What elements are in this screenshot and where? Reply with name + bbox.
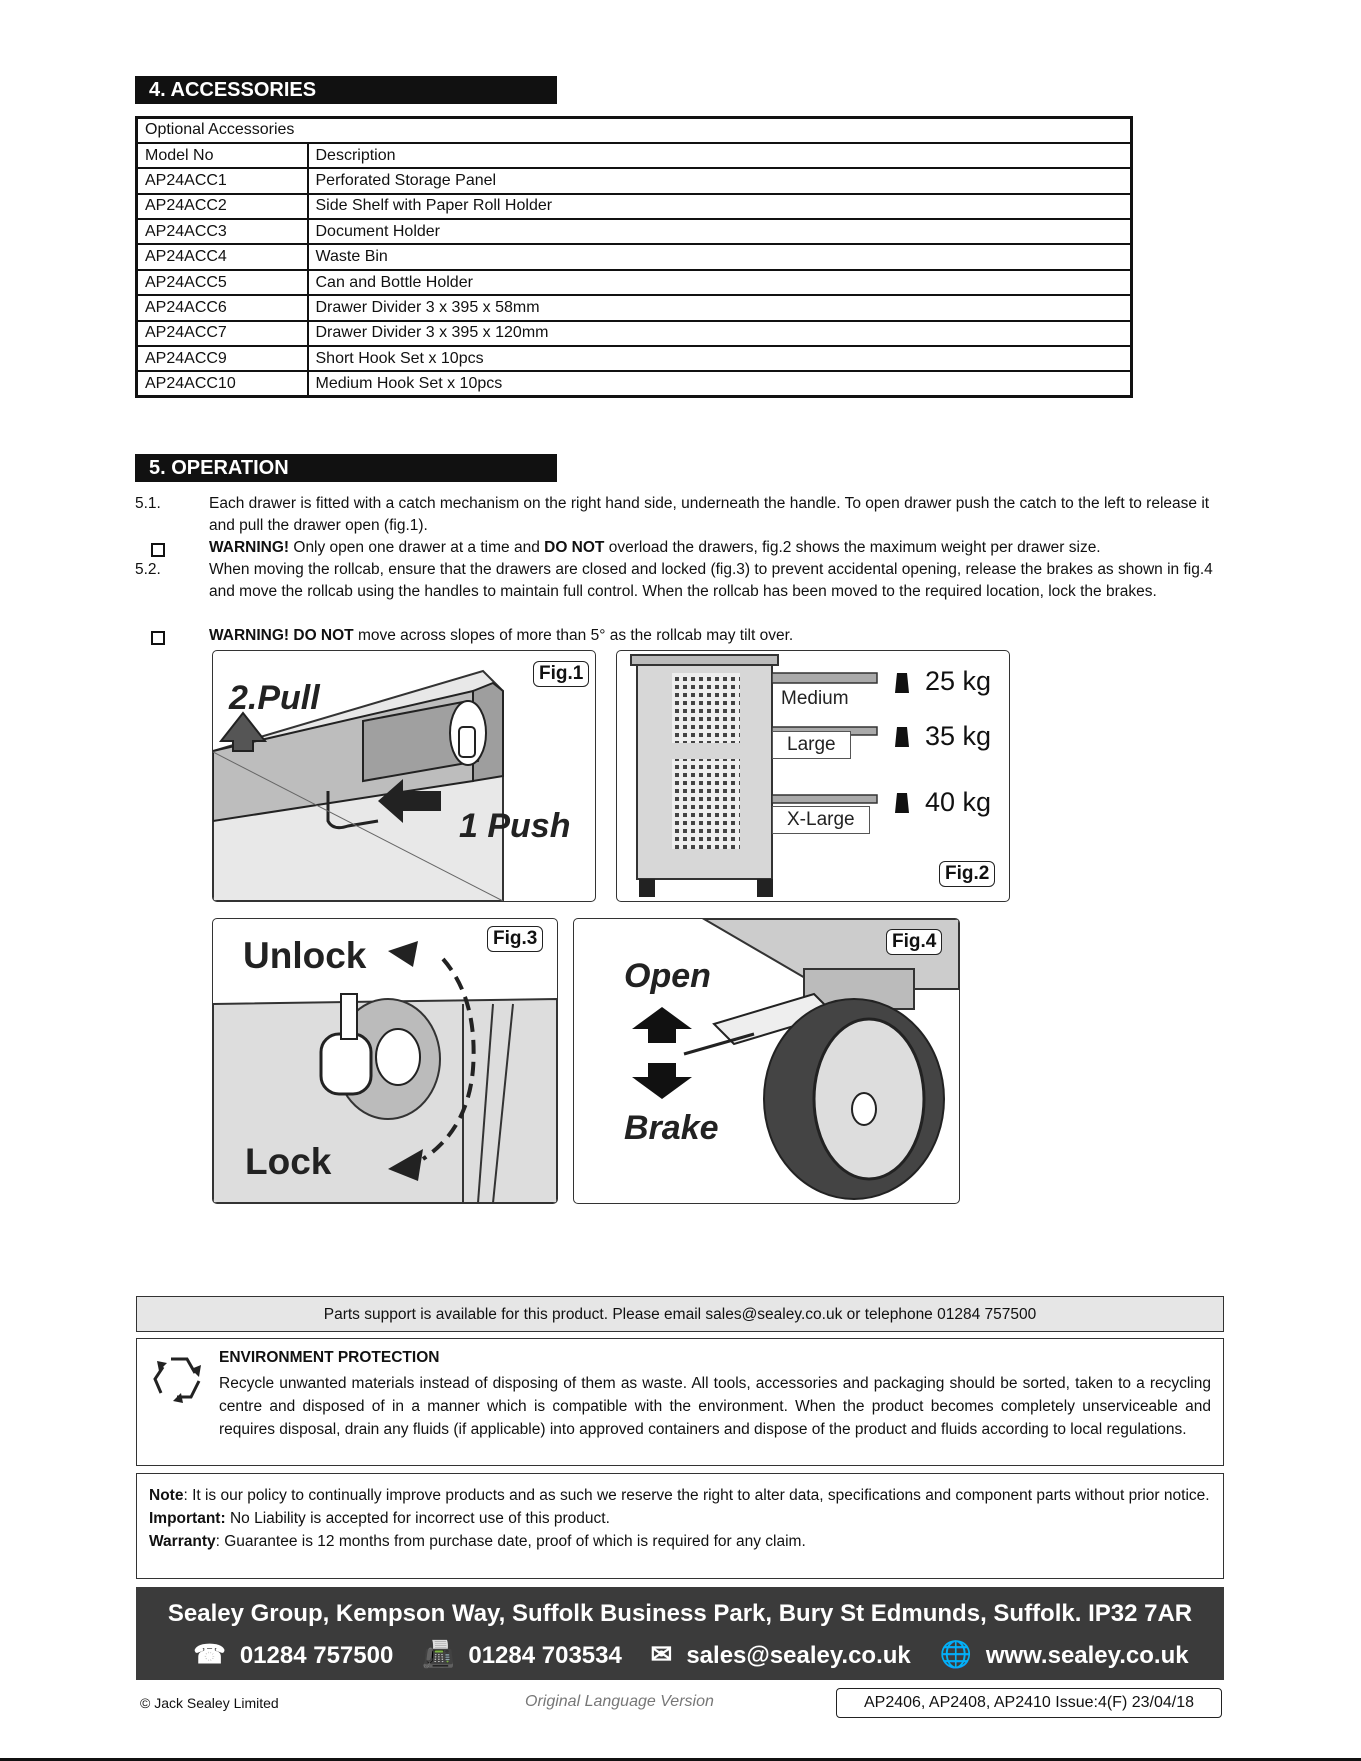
description-cell: Can and Bottle Holder: [308, 270, 1132, 295]
globe-icon: 🌐: [939, 1639, 972, 1669]
model-cell: AP24ACC7: [137, 321, 308, 346]
accessories-table: [135, 116, 1133, 398]
table-row: [137, 244, 1132, 269]
warning-emphasis: DO NOT: [544, 539, 605, 556]
website-link[interactable]: www.sealey.co.uk: [985, 1642, 1189, 1669]
model-cell: AP24ACC1: [137, 168, 308, 193]
paragraph-5-2: [135, 559, 1215, 625]
checkbox-bullet-icon: [151, 543, 165, 557]
description-cell: Drawer Divider 3 x 395 x 120mm: [308, 321, 1132, 346]
warning-label: WARNING! DO NOT: [209, 627, 354, 644]
note-label: Note: [149, 1487, 184, 1504]
recycle-icon: [147, 1349, 211, 1413]
section-5-heading: 5. OPERATION: [135, 454, 557, 482]
warning-text: move across slopes of more than 5° as the rollcab may tilt over.: [353, 627, 794, 644]
important-label: Important:: [149, 1510, 226, 1527]
fax-number: 01284 703534: [468, 1642, 622, 1669]
drawer-label-large: Large: [772, 731, 851, 759]
drawer-label-xlarge: X-Large: [772, 806, 870, 834]
important-text: No Liability is accepted for incorrect use of this product.: [225, 1510, 610, 1527]
paragraph-text: When moving the rollcab, ensure that the drawers are closed and locked (fig.3) to prevent accidental opening, release the brakes as shown in fig.4 and move the rollcab using the handles to maintain full control. When the rollcab has been moved to the required location, lock the brakes.: [209, 561, 1213, 600]
section-4-heading: 4. ACCESSORIES: [135, 76, 557, 104]
phone-number: 01284 757500: [239, 1642, 394, 1669]
table-row: [137, 194, 1132, 219]
environment-protection-box: [136, 1338, 1224, 1466]
unlock-label: Unlock: [243, 935, 367, 976]
model-cell: AP24ACC2: [137, 194, 308, 219]
table-row: [137, 371, 1132, 396]
lock-label: Lock: [245, 1141, 332, 1182]
table-row: [137, 270, 1132, 295]
figure-2-drawer-weights: [616, 650, 1010, 902]
company-address: Sealey Group, Kempson Way, Suffolk Business Park, Bury St Edmunds, Suffolk. IP32 7AR: [167, 1600, 1193, 1627]
figure-1-drawer-catch: [212, 650, 596, 902]
warning-text: overload the drawers, fig.2 shows the maximum weight per drawer size.: [604, 539, 1101, 556]
environment-text: Recycle unwanted materials instead of disposing of them as waste. All tools, accessories and packaging should be sorted, taken to a recycling centre and disposed of in a manner which is compatible with the environment. When the product becomes completely unserviceable and requires disposal, drain any fluids (if applicable) into approved containers and dispose of the product and fluids according to local regulations.: [219, 1375, 1211, 1438]
brake-label: Brake: [624, 1109, 719, 1147]
figure-tag: Fig.1: [533, 661, 589, 687]
model-cell: AP24ACC5: [137, 270, 308, 295]
model-cell: AP24ACC10: [137, 371, 308, 396]
description-cell: Document Holder: [308, 219, 1132, 244]
figure-3-lock: [212, 918, 558, 1204]
column-header-description: Description: [308, 143, 1132, 168]
email-address[interactable]: sales@sealey.co.uk: [686, 1642, 911, 1669]
note-box: [136, 1473, 1224, 1579]
model-cell: AP24ACC3: [137, 219, 308, 244]
figure-tag: Fig.3: [487, 926, 543, 952]
weight-medium: 25 kg: [925, 666, 992, 696]
figure-tag: Fig.2: [939, 861, 995, 887]
environment-title: ENVIRONMENT PROTECTION: [219, 1349, 440, 1366]
fax-icon: 📠: [421, 1639, 455, 1669]
weight-large: 35 kg: [925, 721, 992, 751]
paragraph-number: 5.2.: [135, 561, 161, 578]
checkbox-bullet-icon: [151, 631, 165, 645]
note-text: : It is our policy to continually improve products and as such we reserve the right to alter data, specifications and component parts without prior notice.: [183, 1487, 1210, 1504]
phone-icon: ☎: [193, 1639, 226, 1669]
description-cell: Drawer Divider 3 x 395 x 58mm: [308, 295, 1132, 320]
description-cell: Medium Hook Set x 10pcs: [308, 371, 1132, 396]
warning-text: Only open one drawer at a time and: [289, 539, 545, 556]
table-row: [137, 321, 1132, 346]
company-contact-banner: [136, 1587, 1224, 1680]
description-cell: Perforated Storage Panel: [308, 168, 1132, 193]
paragraph-text: Each drawer is fitted with a catch mechanism on the right hand side, underneath the handle. To open drawer push the catch to the left to release it and pull the drawer open (fig.1).: [209, 495, 1210, 534]
paragraph-number: 5.1.: [135, 495, 161, 512]
table-row: [137, 346, 1132, 371]
description-cell: Side Shelf with Paper Roll Holder: [308, 194, 1132, 219]
description-cell: Waste Bin: [308, 244, 1132, 269]
warranty-text: : Guarantee is 12 months from purchase date, proof of which is required for any claim.: [215, 1533, 806, 1550]
table-row: [137, 295, 1132, 320]
table-caption: Optional Accessories: [137, 118, 1132, 143]
issue-reference: AP2406, AP2408, AP2410 Issue:4(F) 23/04/18: [836, 1688, 1222, 1718]
language-version: Original Language Version: [525, 1693, 714, 1710]
email-icon: ✉: [650, 1639, 673, 1669]
warranty-label: Warranty: [149, 1533, 216, 1550]
model-cell: AP24ACC6: [137, 295, 308, 320]
warning-1: [135, 537, 1215, 559]
model-cell: AP24ACC4: [137, 244, 308, 269]
pull-label: 2.Pull: [229, 679, 320, 717]
open-label: Open: [624, 957, 711, 995]
column-header-model: Model No: [137, 143, 308, 168]
table-row: [137, 219, 1132, 244]
figure-tag: Fig.4: [886, 929, 942, 955]
table-header-row: [137, 143, 1132, 168]
weight-xlarge: 40 kg: [925, 787, 992, 817]
drawer-label-medium: Medium: [781, 688, 849, 709]
paragraph-5-1: [135, 493, 1215, 537]
model-cell: AP24ACC9: [137, 346, 308, 371]
warning-2: [135, 625, 1215, 647]
warning-label: WARNING!: [209, 539, 290, 556]
parts-support-banner: Parts support is available for this product. Please email sales@sealey.co.uk or telephone 01284 757500: [136, 1296, 1224, 1332]
figure-4-brake: [573, 918, 960, 1204]
table-row: [137, 168, 1132, 193]
push-label: 1 Push: [459, 807, 571, 845]
description-cell: Short Hook Set x 10pcs: [308, 346, 1132, 371]
copyright: © Jack Sealey Limited: [140, 1695, 279, 1711]
